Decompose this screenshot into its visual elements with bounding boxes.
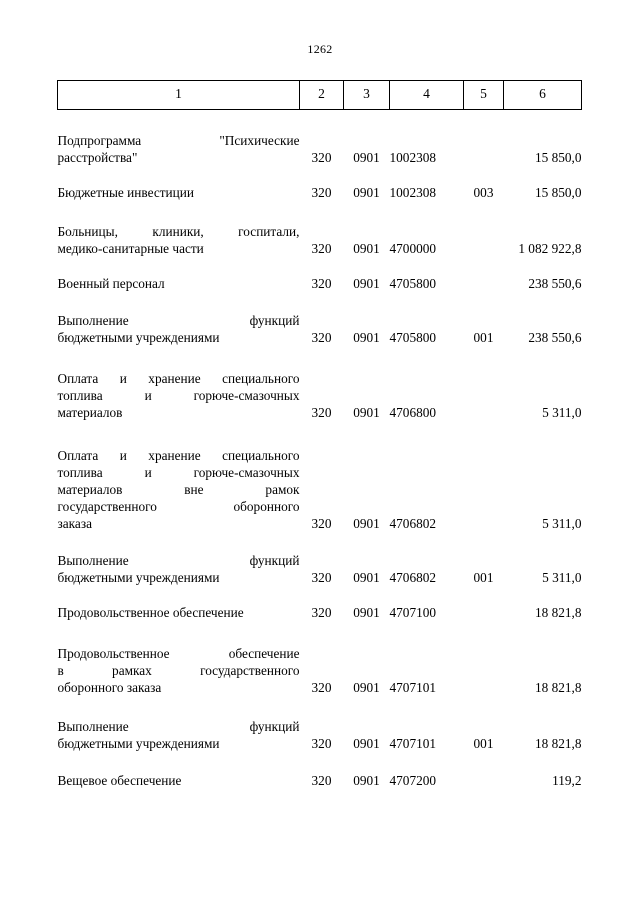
table-row: [58, 645, 582, 696]
row-section-code: 0901: [353, 516, 380, 531]
row-label-line: топлива и горюче-смазочных: [57, 388, 300, 403]
row-spacer-cell: [58, 292, 582, 312]
row-section-code: 0901: [353, 185, 380, 200]
row-chapter-code: 320: [311, 736, 332, 751]
row-spacer: [58, 201, 582, 223]
row-label: [58, 223, 300, 257]
row-spacer-cell: [58, 621, 582, 645]
row-spacer: [58, 532, 582, 552]
row-label: [58, 772, 300, 789]
row-section-code: 0901: [353, 570, 380, 585]
table-row: [58, 370, 582, 421]
row-spacer: [58, 110, 582, 133]
row-label-line: бюджетными учреждениями: [57, 330, 220, 345]
row-chapter-code: 320: [311, 330, 332, 345]
row-chapter-code: 320: [311, 185, 332, 200]
row-chapter-code: 320: [311, 516, 332, 531]
row-target-code: 4705800: [389, 330, 437, 345]
table-row: [58, 223, 582, 257]
row-expense-type-code: [464, 604, 504, 621]
row-chapter-code: 320: [311, 605, 332, 620]
row-spacer: [58, 696, 582, 718]
row-amount: 5 311,0: [542, 516, 582, 531]
row-spacer-cell: [58, 166, 582, 184]
row-chapter-code: 320: [311, 773, 332, 788]
row-spacer-cell: [58, 257, 582, 275]
row-label: [58, 718, 300, 752]
column-header-3: 3: [344, 81, 390, 110]
table-body: [58, 110, 582, 790]
column-header-4: 4: [390, 81, 464, 110]
row-label: [58, 447, 300, 532]
row-label-line: материалов вне рамок: [57, 482, 300, 497]
row-label-line: Бюджетные инвестиции: [57, 185, 195, 200]
table-row: [58, 132, 582, 166]
row-label-line: расстройства": [57, 150, 138, 165]
row-label-line: Выполнение функций: [57, 719, 300, 734]
row-chapter-code: 320: [311, 570, 332, 585]
row-target-code: 4706800: [389, 405, 437, 420]
row-spacer-cell: [58, 421, 582, 447]
row-label: [58, 132, 300, 166]
row-amount: 238 550,6: [528, 330, 582, 345]
row-label: [58, 312, 300, 346]
row-spacer-cell: [58, 586, 582, 604]
row-spacer: [58, 346, 582, 370]
table-row: [58, 772, 582, 789]
row-expense-type-code: [464, 645, 504, 696]
column-header-5: 5: [464, 81, 504, 110]
row-expense-type-code: [464, 370, 504, 421]
row-section-code: 0901: [353, 405, 380, 420]
row-section-code: 0901: [353, 330, 380, 345]
row-section-code: 0901: [353, 150, 380, 165]
row-amount: 119,2: [552, 773, 582, 788]
row-spacer-cell: [58, 110, 582, 133]
row-expense-type-code: 001: [473, 736, 494, 751]
row-expense-type-code: [464, 132, 504, 166]
row-label-line: Военный персонал: [57, 276, 165, 291]
row-expense-type-code: 001: [473, 330, 494, 345]
row-chapter-code: 320: [311, 680, 332, 695]
row-label: [58, 370, 300, 421]
row-label: [58, 552, 300, 586]
row-spacer: [58, 752, 582, 772]
row-amount: 15 850,0: [534, 185, 582, 200]
row-amount: 5 311,0: [542, 570, 582, 585]
row-expense-type-code: [464, 447, 504, 532]
row-target-code: 4707200: [389, 773, 437, 788]
row-label-line: Выполнение функций: [57, 553, 300, 568]
row-spacer-cell: [58, 346, 582, 370]
row-expense-type-code: 003: [473, 185, 494, 200]
table-row: [58, 184, 582, 201]
row-target-code: 4706802: [389, 516, 437, 531]
column-header-2: 2: [300, 81, 344, 110]
row-label-line: Продовольственное обеспечение: [57, 605, 244, 620]
table-row: [58, 312, 582, 346]
row-label-line: оборонного заказа: [57, 680, 162, 695]
table-header-row: [58, 81, 582, 110]
row-target-code: 4707101: [389, 736, 437, 751]
row-label-line: Оплата и хранение специального: [57, 371, 300, 386]
row-label-line: в рамках государственного: [57, 663, 300, 678]
row-label-line: Оплата и хранение специального: [57, 448, 300, 463]
row-section-code: 0901: [353, 241, 380, 256]
row-chapter-code: 320: [311, 405, 332, 420]
row-label: [58, 184, 300, 201]
row-expense-type-code: [464, 275, 504, 292]
row-spacer: [58, 257, 582, 275]
row-section-code: 0901: [353, 773, 380, 788]
row-amount: 238 550,6: [528, 276, 582, 291]
row-section-code: 0901: [353, 680, 380, 695]
row-chapter-code: 320: [311, 150, 332, 165]
row-label: [58, 604, 300, 621]
row-target-code: 4705800: [389, 276, 437, 291]
row-spacer: [58, 586, 582, 604]
table-header: [58, 81, 582, 110]
row-chapter-code: 320: [311, 276, 332, 291]
row-amount: 18 821,8: [534, 736, 582, 751]
column-header-6: 6: [504, 81, 582, 110]
row-amount: 18 821,8: [534, 605, 582, 620]
row-spacer: [58, 292, 582, 312]
row-spacer: [58, 166, 582, 184]
row-target-code: 4707101: [389, 680, 437, 695]
row-target-code: 4707100: [389, 605, 437, 620]
table-row: [58, 552, 582, 586]
row-label-line: бюджетными учреждениями: [57, 736, 220, 751]
row-label-line: Продовольственное обеспечение: [57, 646, 300, 661]
row-section-code: 0901: [353, 605, 380, 620]
row-target-code: 4706802: [389, 570, 437, 585]
row-section-code: 0901: [353, 276, 380, 291]
row-label-line: материалов: [57, 405, 123, 420]
page-number: 1262: [307, 42, 333, 56]
row-spacer: [58, 621, 582, 645]
budget-table-container: [57, 80, 581, 789]
row-expense-type-code: [464, 223, 504, 257]
budget-table: [57, 80, 582, 789]
table-row: [58, 604, 582, 621]
row-section-code: 0901: [353, 736, 380, 751]
row-spacer: [58, 421, 582, 447]
row-amount: 5 311,0: [542, 405, 582, 420]
row-target-code: 1002308: [389, 150, 437, 165]
column-header-1: 1: [58, 81, 300, 110]
row-label-line: медико-санитарные части: [57, 241, 204, 256]
row-label-line: государственного оборонного: [57, 499, 300, 514]
row-target-code: 1002308: [389, 185, 437, 200]
row-target-code: 4700000: [389, 241, 437, 256]
table-row: [58, 718, 582, 752]
row-expense-type-code: [464, 772, 504, 789]
table-row: [58, 275, 582, 292]
row-label-line: Вещевое обеспечение: [57, 773, 182, 788]
row-spacer-cell: [58, 201, 582, 223]
row-label-line: топлива и горюче-смазочных: [57, 465, 300, 480]
row-spacer-cell: [58, 696, 582, 718]
row-label-line: Подпрограмма "Психические: [57, 133, 300, 148]
row-label: [58, 275, 300, 292]
row-expense-type-code: 001: [473, 570, 494, 585]
row-spacer-cell: [58, 532, 582, 552]
row-amount: 18 821,8: [534, 680, 582, 695]
table-row: [58, 447, 582, 532]
row-label-line: бюджетными учреждениями: [57, 570, 220, 585]
row-label-line: Больницы, клиники, госпитали,: [57, 224, 300, 239]
row-spacer-cell: [58, 752, 582, 772]
row-amount: 1 082 922,8: [518, 241, 582, 256]
row-amount: 15 850,0: [534, 150, 582, 165]
row-label-line: заказа: [57, 516, 92, 531]
row-label: [58, 645, 300, 696]
row-chapter-code: 320: [311, 241, 332, 256]
row-label-line: Выполнение функций: [57, 313, 300, 328]
